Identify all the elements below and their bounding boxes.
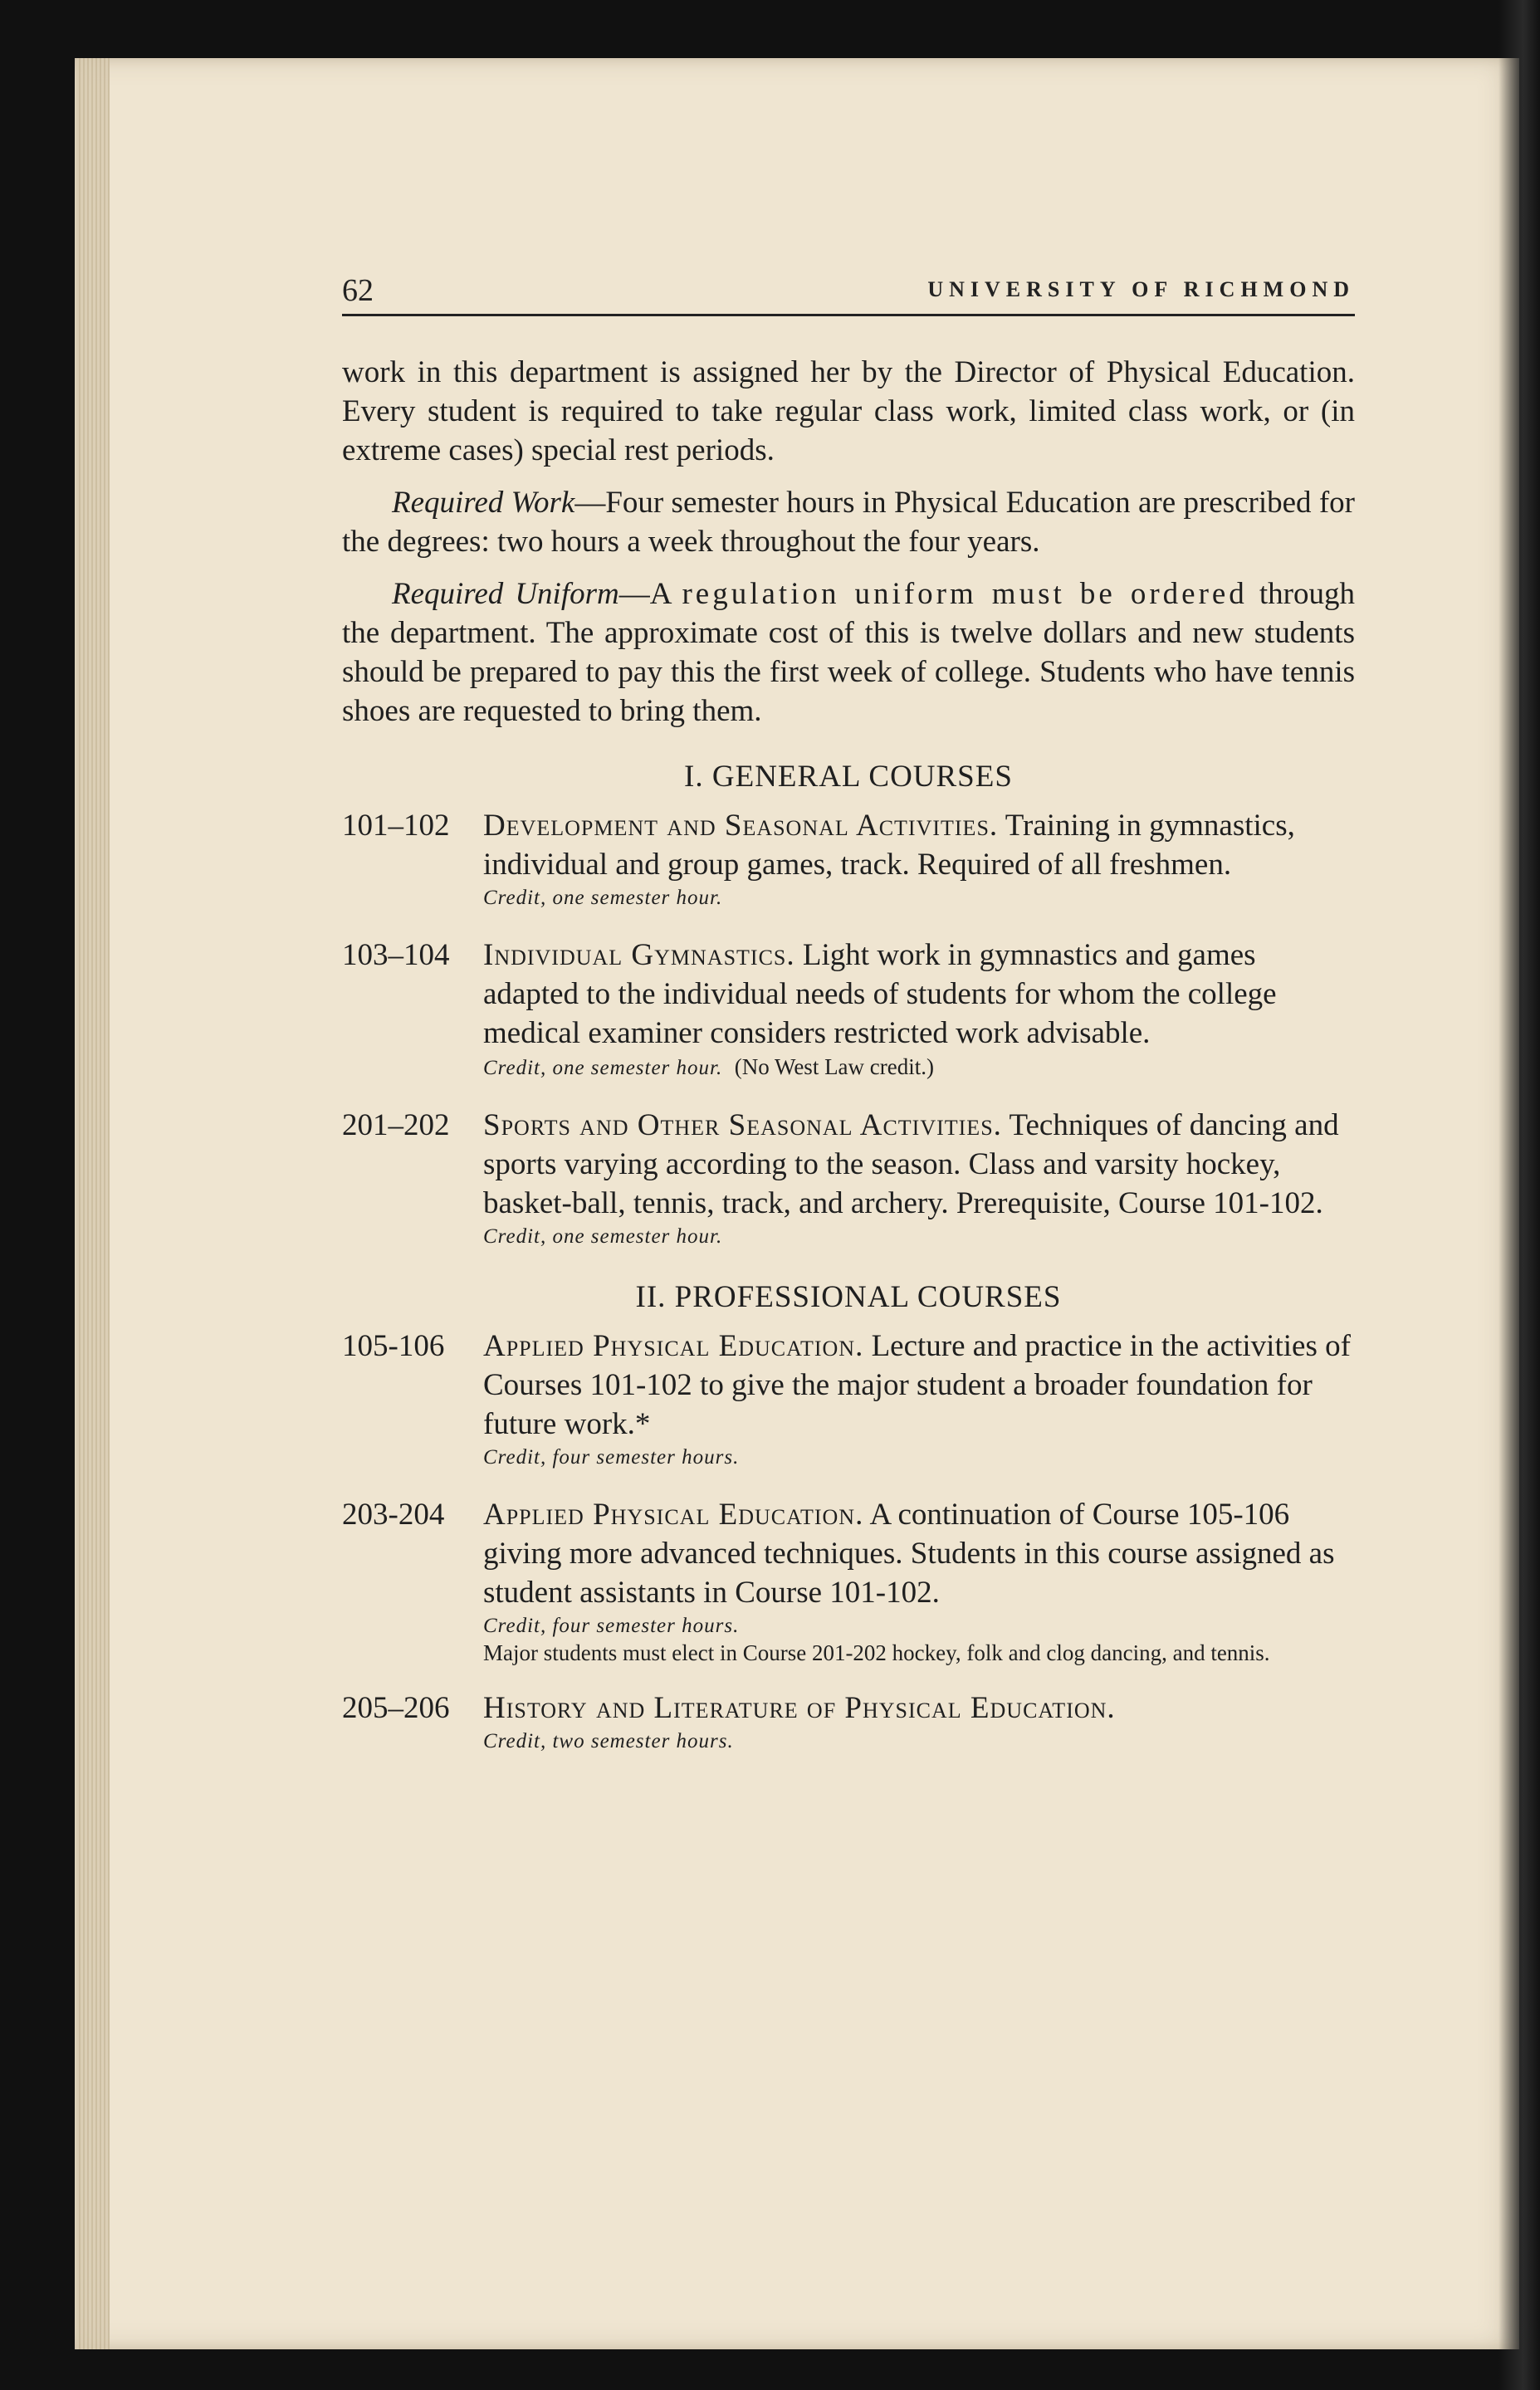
required-uniform-paragraph <box>342 574 1355 731</box>
course-entry <box>342 936 1355 1083</box>
course-title: Applied Physical Education. <box>483 1498 864 1532</box>
course-entry <box>342 1495 1355 1665</box>
course-credit <box>483 1053 1355 1083</box>
required-work-paragraph <box>342 483 1355 561</box>
course-number: 103–104 <box>342 938 450 972</box>
required-uniform-label: Required Uniform <box>392 577 619 611</box>
required-work-text: —Four semester hours in Physical Education are prescribed for the degrees: two hours a week throughout the four years. <box>342 486 1355 559</box>
course-body <box>483 1689 1355 1728</box>
course-title: Applied Physical Education. <box>483 1329 864 1363</box>
course-description: Lecture and practice in the activities of Courses 101-102 to give the major student a broader foundation for future work.* <box>483 1329 1351 1441</box>
course-entry <box>342 806 1355 912</box>
course-credit-note: (No West Law credit.) <box>734 1054 934 1079</box>
course-credit: Credit, one semester hour. <box>483 887 723 909</box>
professional-courses-heading: II. PROFESSIONAL COURSES <box>635 1280 1062 1314</box>
course-body <box>483 1495 1355 1612</box>
course-entry <box>342 1689 1355 1756</box>
course-body <box>483 1327 1355 1444</box>
course-body <box>483 936 1355 1053</box>
required-uniform-text: through the department. The approximate cost of this is twelve dollars and new students should be prepared to pay this the first week of college. Students who have tennis shoes are requested to bring them. <box>342 577 1355 728</box>
course-title: Sports and Other Seasonal Activities. <box>483 1108 1002 1142</box>
general-courses-heading: I. GENERAL COURSES <box>684 760 1013 794</box>
course-credit: Credit, two semester hours. <box>483 1730 734 1752</box>
course-description: Training in gymnastics, individual and group games, track. Required of all freshmen. <box>483 809 1295 882</box>
course-number: 105-106 <box>342 1329 445 1363</box>
page-edges <box>76 58 110 2349</box>
course-number: 101–102 <box>342 809 450 843</box>
course-number: 203-204 <box>342 1498 445 1532</box>
required-work-label: Required Work <box>392 486 575 520</box>
course-number: 201–202 <box>342 1108 450 1142</box>
course-title: Development and Seasonal Activities. <box>483 809 999 843</box>
page-header <box>342 272 1355 316</box>
course-number: 205–206 <box>342 1691 450 1725</box>
running-head: UNIVERSITY OF RICHMOND <box>927 277 1355 301</box>
course-description: Light work in gymnastics and games adapted to the individual needs of students for whom the college medical examiner considers restricted work advisable. <box>483 938 1277 1050</box>
course-description: A continuation of Course 105-106 giving more advanced techniques. Students in this course assigned as student assistants in Course 101-102. <box>483 1498 1335 1610</box>
course-title: History and Literature of Physical Education. <box>483 1691 1116 1725</box>
course-extra-note: Major students must elect in Course 201-202 hockey, folk and clog dancing, and tennis. <box>483 1640 1270 1665</box>
page-content <box>342 353 1355 1779</box>
course-body <box>483 806 1355 884</box>
required-uniform-spaced: regulation uniform must be ordered <box>682 577 1248 611</box>
course-title: Individual Gymnastics. <box>483 938 795 972</box>
course-credit: Credit, four semester hours. <box>483 1446 740 1469</box>
course-credit: Credit, four semester hours. <box>483 1615 740 1637</box>
intro-paragraph: work in this department is assigned her by the Director of Physical Education. Every student is required to take regular class work, limited class work, or (in extreme cases) special rest periods. <box>342 355 1355 467</box>
course-description: Techniques of dancing and sports varying according to the season. Class and varsity hockey, basket-ball, tennis, track, and archery. Prerequisite, Course 101-102. <box>483 1108 1339 1220</box>
course-body <box>483 1106 1355 1223</box>
page-number: 62 <box>342 273 374 308</box>
required-uniform-dash: —A <box>618 577 682 611</box>
book-spine <box>1498 0 1540 2390</box>
course-entry <box>342 1327 1355 1472</box>
course-credit-text: Credit, one semester hour. <box>483 1057 723 1079</box>
course-credit: Credit, one semester hour. <box>483 1225 723 1248</box>
course-entry <box>342 1106 1355 1251</box>
